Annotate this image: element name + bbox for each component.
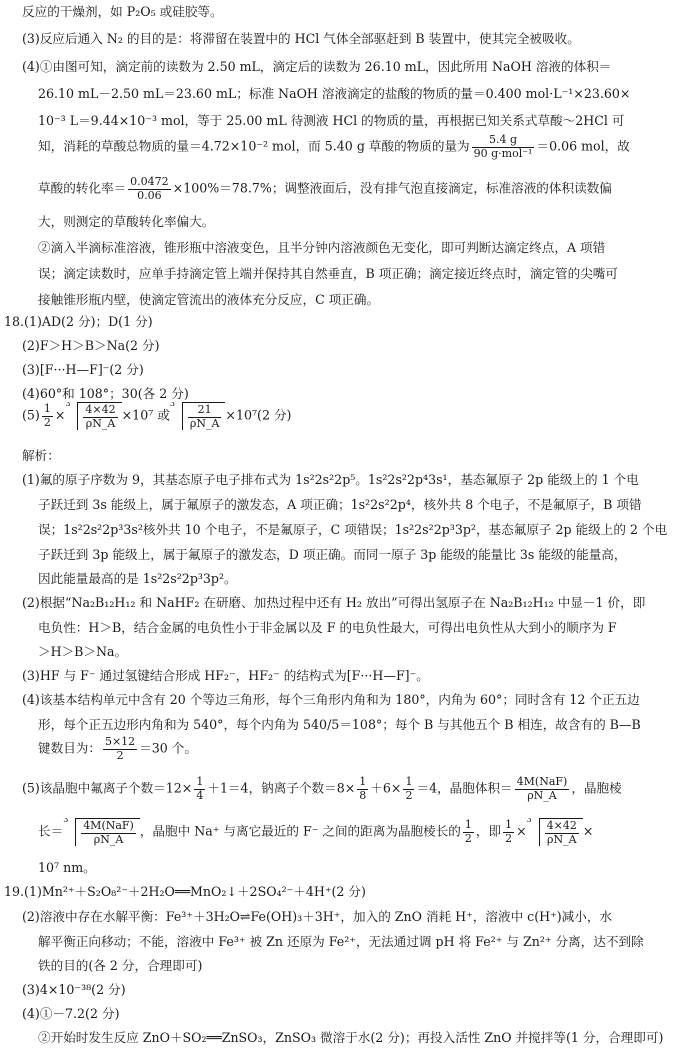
text-line: (3)HF 与 F⁻ 通过氢键结合形成 HF₂⁻，HF₂⁻ 的结构式为[F···H—F]⁻。 [22, 668, 429, 683]
fraction: $\frac{1}{2}$ [43, 402, 51, 429]
fraction: $\frac{0.0472}{0.06}$ [130, 176, 169, 202]
text-line: ＞H＞B＞Na。 [38, 644, 128, 659]
text-line: 误；滴定读数时，应单手持滴定管上端并保持其自然垂直，B 项正确；滴定接近终点时，滴定管的尖嘴可 [38, 266, 618, 281]
cube-root: 3 $\frac{21}{\rho N\_A}$ [170, 402, 226, 430]
text-line: (4)60°和 108°；30(各 2 分) [22, 386, 189, 401]
text-line: (1)氟的原子序数为 9，其基态原子电子排布式为 1s²2s²2p⁵。1s²2s²2p⁴3s¹，基态氟原子 2p 能级上的 1 个电 [22, 472, 639, 487]
text-line: (4)①－7.2(2 分) [22, 1006, 120, 1021]
text-line: ②开始时发生反应 ZnO＋SO₂══ZnSO₃，ZnSO₃ 微溶于水(2 分)；再投入活性 ZnO 并搅拌等(1 分，合理即可) [38, 1030, 664, 1045]
text-line: ②滴入半滴标准溶液，锥形瓶中溶液变色，且半分钟内溶液颜色无变化，即可判断达滴定终点，A 项错 [38, 240, 606, 255]
fraction: $\frac{\text{4M(NaF)}}{\rho N\_A}$ [83, 819, 134, 846]
text-line: 键数目为： $\frac{5\times 12}{2}$ ＝30 个。 [38, 736, 197, 762]
fraction: $\frac{1}{2}$ [464, 818, 472, 845]
text-line: 10⁷ nm。 [38, 860, 96, 875]
fraction: $\frac{1}{4}$ [196, 776, 204, 802]
text-line: 形，每个正五边形内角和为 540°，每个内角为 540/5＝108°；每个 B 与其他五个 B 相连，故含有的 B—B [38, 717, 641, 732]
text-line: 子跃迁到 3p 能级上，属于氟原子的激发态，D 项正确。而同一原子 3p 能级的能量比 3s 能级的能量高， [38, 547, 627, 562]
text-line: (3)[F···H—F]⁻(2 分) [22, 362, 144, 377]
text-line: 子跃迁到 3s 能级上，属于氟原子的激发态，A 项正确；1s²2s²2p⁴，核外共 8 个电子，不是氟原子，B 项错 [38, 497, 642, 512]
formula-line: (5) $\frac{1}{2}$ × 3 $\frac{4\times 42}{\rho N\_A}$ ×10⁷ 或 3 $\frac{21}{\rho N\_A}$ ×10⁷(2 分) [22, 402, 292, 430]
fraction: $\frac{4\times 42}{\rho N\_A}$ [85, 403, 116, 430]
text-line: 接触锥形瓶内壁，使滴定管流出的液体充分反应，C 项正确。 [38, 292, 380, 307]
text-line: 因此能量最高的是 1s²2s²2p³3p²。 [38, 571, 237, 586]
text-line: 电负性：H＞B，结合金属的电负性小于非金属以及 F 的电负性最大，可得出电负性从大到小的顺序为 F [38, 620, 617, 635]
question-19-header: 19.(1)Mn²⁺＋S₂O₈²⁻＋2H₂O══MnO₂↓＋2SO₄²⁻＋4H⁺(2 分) [4, 884, 366, 899]
text-line: 26.10 mL－2.50 mL＝23.60 mL；标准 NaOH 溶液滴定的盐酸的物质的量＝0.400 mol·L⁻¹×23.60× [38, 86, 631, 101]
text-line: (2)根据“Na₂B₁₂H₁₂ 和 NaHF₂ 在研磨、加热过程中还有 H₂ 放出”可得出氢原子在 Na₂B₁₂H₁₂ 中显－1 价，即 [22, 595, 646, 610]
fraction: $\frac{5\times 12}{2}$ [104, 736, 136, 762]
text-line: (4)①由图可知，滴定前的读数为 2.50 mL，滴定后的读数为 26.10 mL，因此所用 NaOH 溶液的体积＝ [22, 59, 612, 74]
fraction: $\frac{1}{2}$ [405, 776, 413, 802]
text-line: (3)反应后通入 N₂ 的目的是：将滞留在装置中的 HCl 气体全部驱赶到 B 装置中，使其完全被吸收。 [22, 31, 580, 46]
cube-root: 3 $\frac{4\times 42}{\rho N\_A}$ [527, 818, 583, 846]
cube-root: 3 $\frac{\text{4M(NaF)}}{\rho N\_A}$ [63, 818, 140, 846]
text-line: 知，消耗的草酸总物质的量＝4.72×10⁻² mol，而 5.40 g 草酸的物质的量为 $\frac{5.4 g}{\text{90 g·mol⁻¹}}$ ＝0.06 mol，故 [38, 134, 630, 160]
text-line: (5)该晶胞中氟离子个数＝12× $\frac{1}{4}$ ＋1＝4，钠离子个数＝8× $\frac{1}{8}$ ＋6× $\frac{1}{2}$ ＝4，晶胞体积＝ $\frac{\text{4M(NaF)}}{\rho N\_A}$ ，晶胞棱 [22, 776, 622, 802]
text-line: 10⁻³ L＝9.44×10⁻³ mol，等于 25.00 mL 待测液 HCl 的物质的量，再根据已知关系式草酸～2HCl 可 [38, 113, 625, 128]
text-line: 反应的干燥剂，如 P₂O₅ 或硅胶等。 [22, 4, 223, 19]
text-line: (4)该基本结构单元中含有 20 个等边三角形，每个三角形内角和为 180°，内角为 60°；同时含有 12 个正五边 [22, 692, 640, 707]
text-line: 草酸的转化率＝ $\frac{0.0472}{0.06}$ ×100%＝78.7%；调整液面后，没有排气泡直接滴定，标准溶液的体积读数偏 [38, 176, 612, 202]
fraction: $\frac{5.4 g}{\text{90 g·mol⁻¹}}$ [473, 134, 533, 160]
text-line: 误；1s²2s²2p³3s²核外共 10 个电子，不是氟原子，C 项错误；1s²2s²2p³3p²，基态氟原子 2p 能级上的 2 个电 [38, 522, 668, 537]
text-line: 解平衡正向移动；不能，溶液中 Fe³⁺ 被 Zn 还原为 Fe²⁺，无法通过调 pH 将 Fe²⁺ 与 Zn²⁺ 分离，达不到除 [38, 934, 644, 949]
fraction: $\frac{1}{2}$ [505, 818, 513, 845]
text-line: (2)溶液中存在水解平衡：Fe³⁺＋3H₂O⇌Fe(OH)₃＋3H⁺，加入的 ZnO 消耗 H⁺，溶液中 c(H⁺)减小，水 [22, 909, 613, 924]
text-line: 长＝ 3 $\frac{\text{4M(NaF)}}{\rho N\_A}$ ，晶胞中 Na⁺ 与离它最近的 F⁻ 之间的距离为晶胞棱长的 $\frac{1}{2}$ ，即 $\frac{1}{2}$ × 3 $\frac{4\times 42}{\rho N\_A}$ × [38, 818, 594, 846]
fraction: $\frac{\text{4M(NaF)}}{\rho N\_A}$ [516, 776, 568, 802]
text-line: 大，则测定的草酸转化率偏大。 [38, 214, 215, 229]
text-line: (3)4×10⁻³⁸(2 分) [22, 982, 126, 997]
cube-root: 3 $\frac{4\times 42}{\rho N\_A}$ [65, 402, 121, 430]
question-18-header: 18.(1)AD(2 分)；D(1 分) [4, 314, 153, 329]
fraction: $\frac{1}{8}$ [359, 776, 367, 802]
text-line: 铁的目的(各 2 分，合理即可) [38, 958, 203, 973]
text-line: (2)F＞H＞B＞Na(2 分) [22, 338, 160, 353]
fraction: $\frac{21}{\rho N\_A}$ [189, 403, 220, 430]
analysis-label: 解析： [22, 448, 60, 463]
fraction: $\frac{4\times 42}{\rho N\_A}$ [546, 819, 577, 846]
